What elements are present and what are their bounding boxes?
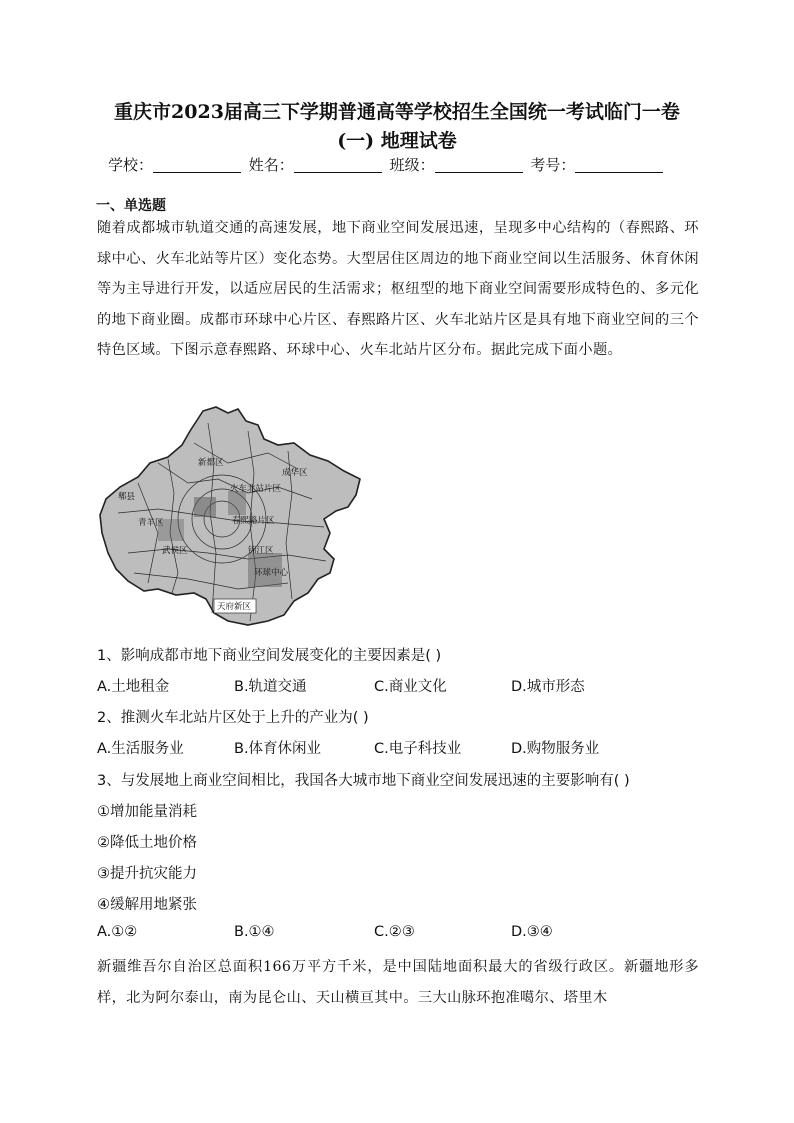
map-label-chenghua: 成华区 bbox=[282, 468, 308, 478]
q1-option-c[interactable]: C.商业文化 bbox=[374, 679, 447, 695]
map-label-chunxilu: 春熙路片区 bbox=[232, 516, 275, 526]
q2-option-c[interactable]: C.电子科技业 bbox=[374, 741, 462, 757]
q3-item-2: ②降低土地价格 bbox=[97, 835, 197, 851]
map-label-global-center: 环球中心 bbox=[254, 568, 289, 578]
question-3-stem: 3、与发展地上商业空间相比，我国各大城市地下商业空间发展迅速的主要影响有( ) bbox=[97, 773, 630, 789]
reading-passage-2: 新疆维吾尔自治区总面积166万平方千米，是中国陆地面积最大的省级行政区。新疆地形多样，北为阿尔泰山，南为昆仑山、天山横亘其中。三大山脉环抱准噶尔、塔里木 bbox=[97, 959, 699, 1006]
section-heading: 一、单选题 bbox=[96, 198, 166, 214]
q2-option-d[interactable]: D.购物服务业 bbox=[511, 741, 600, 757]
exam-title: 重庆市2023届高三下学期普通高等学校招生全国统一考试临门一卷 bbox=[114, 101, 680, 123]
map-label-pixian: 郫县 bbox=[118, 492, 136, 502]
map-label-jinjiang: 锦江区 bbox=[248, 546, 274, 556]
map-outline bbox=[100, 407, 360, 625]
student-info-line bbox=[108, 154, 688, 175]
exam-number-blank[interactable] bbox=[575, 158, 663, 173]
question-1-stem: 1、影响成都市地下商业空间发展变化的主要因素是( ) bbox=[97, 648, 442, 664]
class-blank[interactable] bbox=[435, 158, 523, 173]
q1-option-b[interactable]: B.轨道交通 bbox=[234, 679, 307, 695]
map-label-xindu: 新都区 bbox=[198, 458, 224, 468]
exam-subtitle: (一) 地理试卷 bbox=[337, 130, 457, 152]
map-label-train-north: 火车北站片区 bbox=[230, 484, 282, 494]
chengdu-district-map bbox=[98, 403, 364, 631]
q1-option-a[interactable]: A.土地租金 bbox=[97, 679, 170, 695]
q3-option-c[interactable]: C.②③ bbox=[374, 924, 415, 940]
map-label-tianfu: 天府新区 bbox=[217, 602, 252, 612]
q3-option-a[interactable]: A.①② bbox=[97, 924, 138, 940]
map-label-qingyang: 青羊区 bbox=[138, 518, 164, 528]
school-blank[interactable] bbox=[153, 158, 241, 173]
q1-option-d[interactable]: D.城市形态 bbox=[511, 679, 585, 695]
class-label: 班级： bbox=[389, 156, 435, 174]
q2-option-a[interactable]: A.生活服务业 bbox=[97, 741, 184, 757]
name-blank[interactable] bbox=[294, 158, 382, 173]
map-label-wuhou: 武侯区 bbox=[162, 546, 188, 556]
q2-option-b[interactable]: B.体育休闲业 bbox=[234, 741, 322, 757]
q3-item-3: ③提升抗灾能力 bbox=[97, 866, 197, 882]
reading-passage-1: 随着成都城市轨道交通的高速发展，地下商业空间发展迅速，呈现多中心结构的（春熙路、环球中心、火车北站等片区）变化态势。大型居住区周边的地下商业空间以生活服务、休育休闲等为主导进行开发，以适应居民的生活需求；枢纽型的地下商业空间需要形成特色的、多元化的地下商业圈。成都市环球中心片区、春熙路片区、火车北站片区是具有地下商业空间的三个特色区域。下图示意春熙路、环球中心、火车北站片区分布。据此完成下面小题。 bbox=[97, 220, 699, 358]
q3-option-b[interactable]: B.①④ bbox=[234, 924, 275, 940]
q3-option-d[interactable]: D.③④ bbox=[511, 924, 553, 940]
school-label: 学校： bbox=[108, 156, 154, 174]
name-label: 姓名： bbox=[248, 156, 294, 174]
q3-item-4: ④缓解用地紧张 bbox=[97, 897, 197, 913]
exam-number-label: 考号： bbox=[530, 156, 576, 174]
question-2-stem: 2、推测火车北站片区处于上升的产业为( ) bbox=[97, 710, 369, 726]
q3-item-1: ①增加能量消耗 bbox=[97, 804, 197, 820]
